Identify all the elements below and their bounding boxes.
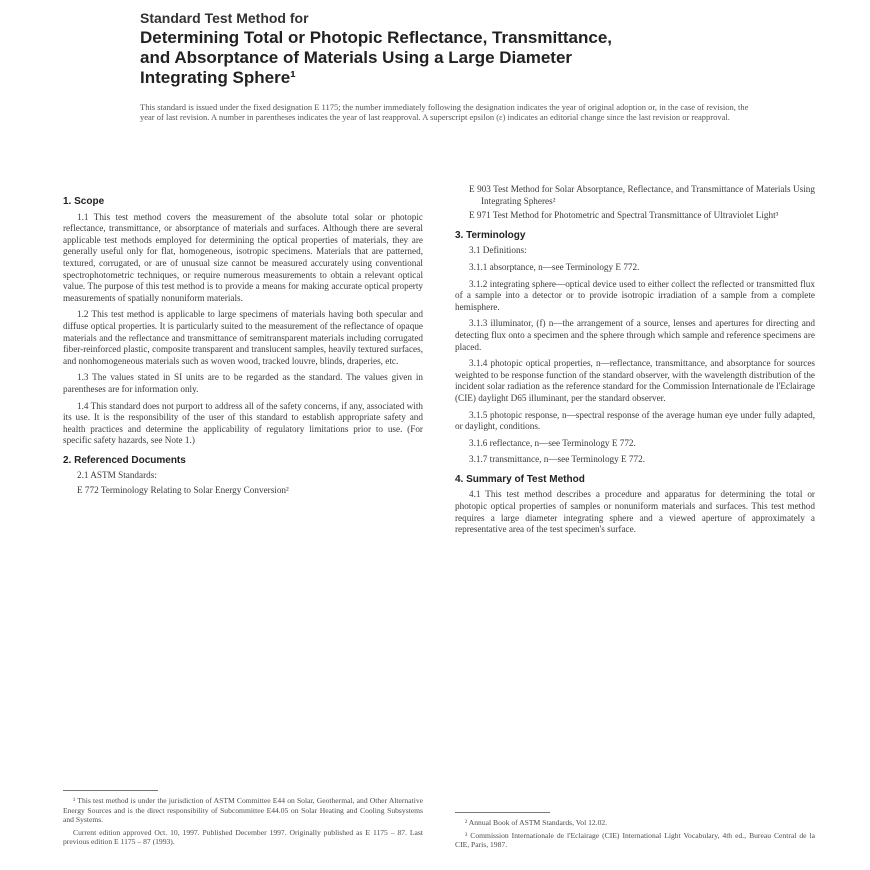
footnote: ³ Commission Internationale de l'Eclairage (CIE) International Light Vocabulary, 4th ed., Bureau Central de la CIE, Paris, 1987.	[455, 830, 815, 850]
paragraph: 4.1 This test method describes a procedure and apparatus for determining the total or photopic optical properties of samples or nonuniform materials and surfaces. This test method requires a large diameter integrating sphere and a viewed aperture of approximately a representative area of the test specimen's surface.	[455, 489, 815, 535]
reference-item: E 903 Test Method for Solar Absorptance, Reflectance, and Transmittance of Materials Using Integrating Spheres²	[469, 184, 815, 206]
definition: 3.1.2 integrating sphere—optical device used to either collect the reflected or transmitted flux of a sample into a detector or to provide isotropic irradiation of a sample from a complete hemisphere.	[455, 278, 815, 312]
reference-item: 2.1 ASTM Standards:	[77, 470, 157, 481]
paragraph: 1.4 This standard does not purport to address all of the safety concerns, if any, associated with its use. It is the responsibility of the user of this standard to establish appropriate safety and health practices and determine the applicability of regulatory limitations prior to use. (For specific safety hazards, see Note 1.)	[63, 400, 423, 446]
section-heading-terminology: 3. Terminology	[455, 229, 526, 241]
definition: 3.1.1 absorptance, n—see Terminology E 772.	[469, 261, 640, 272]
left-column	[63, 188, 423, 500]
definition: 3.1.4 photopic optical properties, n—reflectance, transmittance, and absorptance for sources weighted to be response function of the standard observer, with the wavelength distribution of the incident solar radiation as the reference standard for the Commission Internationale de l'Eclairage (CIE) daylight D65 illuminant, per the standard observer.	[455, 358, 815, 403]
paragraph: 1.1 This test method covers the measurement of the absolute total solar or photopic reflectance, transmittance, or absorptance of materials and surfaces. Although there are several applicable test methods employed for determining the optical properties of materials, they are generally useful only for flat, homogeneous, isotropic specimens. Materials that are patterned, textured, corrugated, or are of unusual size cannot be measured accurately using conventional spectrophotometric techniques, or require numerous measurements to obtain a relevant optical value. The purpose of this test method is to provide a means for making accurate optical property measurements of spatially nonuniform materials.	[63, 211, 423, 303]
paragraph: 1.2 This test method is applicable to large specimens of materials having both specular and diffuse optical properties. It is particularly suited to the measurement of the reflectance of opaque materials and the reflectance and transmittance of semitransparent materials including corrugated fiber-reinforced plastic, composite transparent and translucent samples, heavily textured surfaces, and nonhomogeneous materials such as woven wood, tracked louvre, blinds, draperies, etc.	[63, 309, 423, 366]
section-heading-referenced-documents: 2. Referenced Documents	[63, 454, 186, 466]
definition: 3.1.6 reflectance, n—see Terminology E 772.	[469, 437, 636, 448]
footnote-rule-left	[63, 790, 158, 791]
footnote-rule-right	[455, 812, 550, 813]
definition: 3.1.5 photopic response, n—spectral response of the average human eye under fully adapted, or daylight, conditions.	[455, 409, 815, 432]
reference-item: E 971 Test Method for Photometric and Spectral Transmittance of Ultraviolet Light³	[469, 210, 779, 221]
section-heading-summary: 4. Summary of Test Method	[455, 473, 585, 485]
section-heading-scope: 1. Scope	[63, 196, 105, 207]
standard-designation-line: Standard Test Method for	[140, 10, 309, 26]
reference-item: E 772 Terminology Relating to Solar Energy Conversion²	[77, 485, 289, 496]
paragraph: 1.3 The values stated in SI units are to be regarded as the standard. The values given in parentheses are for information only.	[63, 372, 423, 394]
title-line: Integrating Sphere¹	[140, 68, 296, 87]
document-header	[140, 10, 780, 122]
designation-note: This standard is issued under the fixed designation E 1175; the number immediately following the designation indicates the year of original adoption or, in the case of revision, the year of last revision. A number in parentheses indicates the year of last reapproval. A superscript epsilon (ε) indicates an editorial change since the last revision or reapproval.	[140, 102, 749, 122]
footnote: ¹ This test method is under the jurisdiction of ASTM Committee E44 on Solar, Geothermal, and Other Alternative Energy Sources and is the direct responsibility of Subcommittee E44.05 on Solar Heating and Cooling Subsystems and Systems.	[63, 796, 423, 825]
right-column	[455, 184, 815, 541]
footnote: ² Annual Book of ASTM Standards, Vol 12.02.	[465, 818, 608, 827]
right-footnotes	[455, 818, 815, 853]
left-footnotes	[63, 796, 423, 850]
definition: 3.1.7 transmittance, n—see Terminology E 772.	[469, 454, 646, 465]
title-line: Determining Total or Photopic Reflectance, Transmittance,	[140, 28, 612, 47]
footnote: Current edition approved Oct. 10, 1997. Published December 1997. Originally published as E 1175 – 87. Last previous edition E 1175 – 87 (1993).	[63, 827, 423, 847]
title-line: and Absorptance of Materials Using a Large Diameter	[140, 48, 573, 67]
definition: 3.1.3 illuminator, (f) n—the arrangement of a source, lenses and apertures for directing and detecting flux onto a specimen and the sphere through which sample and reference specimens are placed.	[455, 318, 815, 352]
definition: 3.1 Definitions:	[469, 245, 527, 256]
document-title	[140, 28, 780, 88]
